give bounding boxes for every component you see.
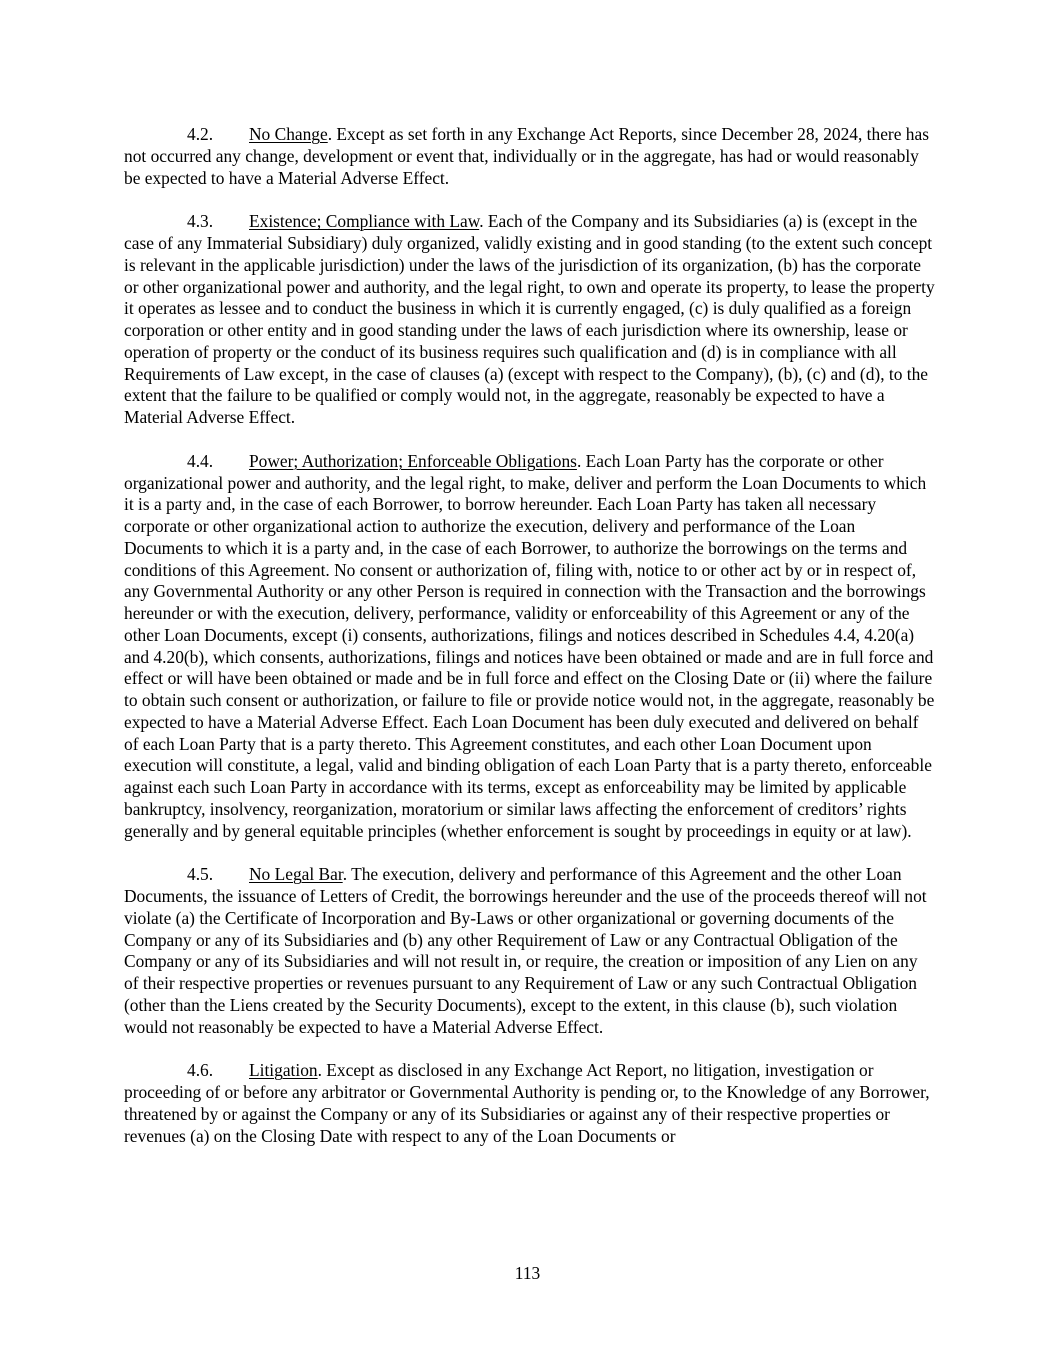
section-number: 4.4. [187, 450, 214, 471]
section-4-3 [124, 211, 936, 429]
page-number: 113 [514, 1263, 541, 1283]
section-4-5 [124, 864, 936, 1038]
section-heading: Litigation [249, 1060, 318, 1081]
section-4-6 [124, 1060, 936, 1147]
section-number: 4.3. [187, 211, 214, 232]
section-number: 4.6. [187, 1060, 214, 1081]
section-body: . Except as set forth in any Exchange Act Reports, since December 28, 2024, there has not occurred any change, development or event that, individually or in the aggregate, has had or would reasonably be expected to have a Material Adverse Effect. [124, 124, 929, 188]
section-heading: No Change [249, 124, 328, 144]
section-number: 4.5. [187, 864, 214, 885]
section-4-2 [124, 124, 936, 189]
section-body: . Except as disclosed in any Exchange Act Report, no litigation, investigation or proceeding of or before any arbitrator or Governmental Authority is pending or, to the Knowledge of any Borrower, threatened by or against the Company or any of its Subsidiaries or against any of their respective properties or revenues (a) on the Closing Date with respect to any of the Loan Documents or [124, 1060, 930, 1146]
section-4-4 [124, 451, 936, 843]
section-body: . Each Loan Party has the corporate or other organizational power and authority, and the legal right, to make, deliver and perform the Loan Documents to which it is a party and, in the case of each Borrower, to borrow hereunder. Each Loan Party has taken all necessary corporate or other organizational action to authorize the execution, delivery and performance of the Loan Documents to which it is a party and, in the case of each Borrower, to authorize the borrowings on the terms and conditions of this Agreement. No consent or authorization of, filing with, notice to or other act by or in respect of, any Governmental Authority or any other Person is required in connection with the Transaction and the borrowings hereunder or with the execution, delivery, performance, validity or enforceability of this Agreement or any of the other Loan Documents, except (i) consents, authorizations, filings and notices described in Schedules 4.4, 4.20(a) and 4.20(b), which consents, authorizations, filings and notices have been obtained or made and are in full force and effect or will have been obtained or made and be in full force and effect on the Closing Date or (ii) where the failure to obtain such consent or authorization, or failure to file or provide notice would not, in the aggregate, reasonably be expected to have a Material Adverse Effect. Each Loan Document has been duly executed and delivered on behalf of each Loan Party that is a party thereto. This Agreement constitutes, and each other Loan Document upon execution will constitute, a legal, valid and binding obligation of each Loan Party that is a party thereto, enforceable against each such Loan Party in accordance with its terms, except as enforceability may be limited by applicable bankruptcy, insolvency, reorganization, moratorium or similar laws affecting the enforcement of creditors’ rights generally and by general equitable principles (whether enforcement is sought by proceedings in equity or at law). [124, 450, 935, 841]
section-body: . Each of the Company and its Subsidiaries (a) is (except in the case of any Immaterial Subsidiary) duly organized, validly existing and in good standing (to the extent such concept is relevant in the applicable jurisdiction) under the laws of the jurisdiction of its organization, (b) has the corporate or other organizational power and authority, and the legal right, to own and operate its property, to lease the property it operates as lessee and to conduct the business in which it is currently engaged, (c) is duly qualified as a foreign corporation or other entity and in good standing under the laws of each jurisdiction where its ownership, lease or operation of property or the conduct of its business requires such qualification and (d) is in compliance with all Requirements of Law except, in the case of clauses (a) (except with respect to the Company), (b), (c) and (d), to the extent that the failure to be qualified or comply would not, in the aggregate, reasonably be expected to have a Material Adverse Effect. [124, 211, 935, 427]
section-number: 4.2. [187, 124, 214, 144]
section-heading: Power; Authorization; Enforceable Obligations [249, 450, 577, 471]
section-heading: No Legal Bar [249, 864, 343, 885]
section-heading: Existence; Compliance with Law [249, 211, 480, 232]
document-page [124, 124, 936, 1169]
section-body: . The execution, delivery and performance of this Agreement and the other Loan Documents, the issuance of Letters of Credit, the borrowings hereunder and the use of the proceeds thereof will not violate (a) the Certificate of Incorporation and By-Laws or other organizational or governing documents of the Company or any of its Subsidiaries and (b) any other Requirement of Law or any Contractual Obligation of the Company or any of its Subsidiaries and will not result in, or require, the creation or imposition of any Lien on any of their respective properties or revenues pursuant to any Requirement of Law or any such Contractual Obligation (other than the Liens created by the Security Documents), except to the extent, in this clause (b), such violation would not reasonably be expected to have a Material Adverse Effect. [124, 864, 927, 1037]
